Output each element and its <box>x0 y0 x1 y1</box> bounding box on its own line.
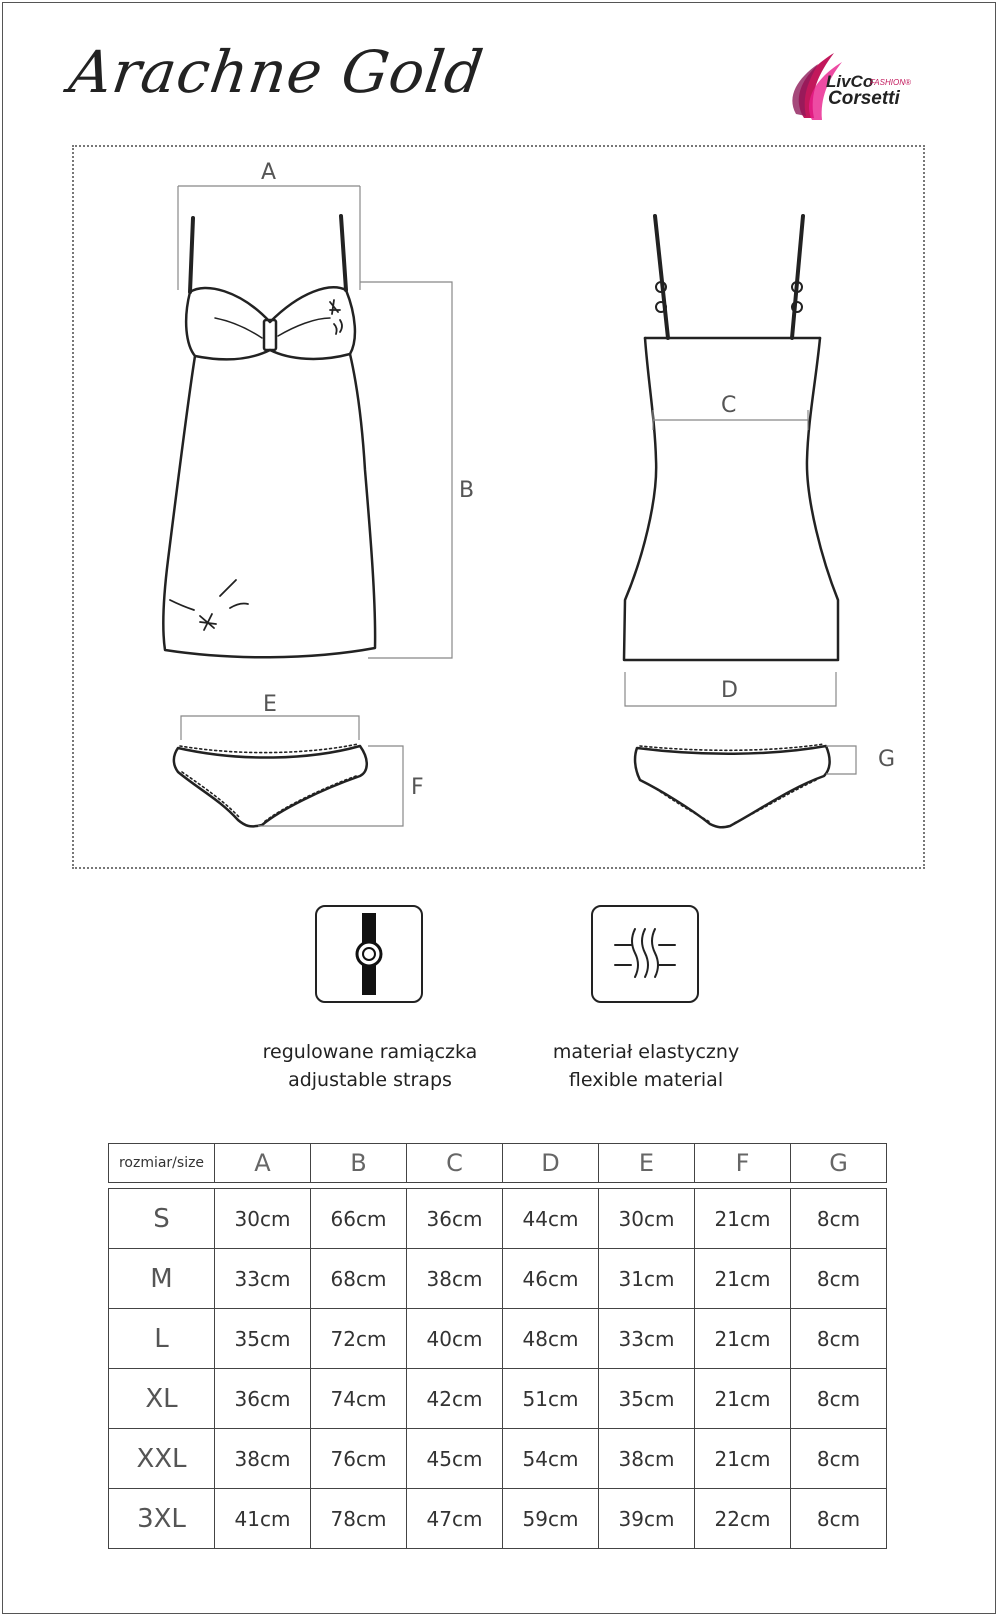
measurement-cell: 38cm <box>215 1429 311 1489</box>
header-cell-g: G <box>791 1144 887 1183</box>
size-cell: XXL <box>109 1429 215 1489</box>
header-cell-d: D <box>503 1144 599 1183</box>
measurement-cell: 59cm <box>503 1489 599 1549</box>
measurement-cell: 72cm <box>311 1309 407 1369</box>
measurement-cell: 41cm <box>215 1489 311 1549</box>
thong-front-drawing <box>174 744 367 826</box>
feature-material-pl: materiał elastyczny <box>552 1041 740 1063</box>
measurement-cell: 78cm <box>311 1489 407 1549</box>
measurement-cell: 8cm <box>791 1309 887 1369</box>
measurement-cell: 8cm <box>791 1369 887 1429</box>
measurement-cell: 46cm <box>503 1249 599 1309</box>
header-cell-b: B <box>311 1144 407 1183</box>
measurement-cell: 48cm <box>503 1309 599 1369</box>
label-e: E <box>263 692 277 717</box>
header-cell-e: E <box>599 1144 695 1183</box>
size-table-header <box>108 1143 887 1183</box>
measurement-cell: 21cm <box>695 1429 791 1489</box>
feature-material-text <box>496 1038 796 1094</box>
measurement-cell: 44cm <box>503 1189 599 1249</box>
measurement-cell: 31cm <box>599 1249 695 1309</box>
measurement-cell: 47cm <box>407 1489 503 1549</box>
dimension-a <box>178 186 360 290</box>
stretch-waves-icon <box>591 905 699 1003</box>
table-row <box>109 1489 887 1549</box>
measurement-cell: 36cm <box>215 1369 311 1429</box>
measurement-cell: 8cm <box>791 1189 887 1249</box>
feature-straps-pl: regulowane ramiączka <box>262 1041 478 1063</box>
feature-straps-en: adjustable straps <box>288 1069 452 1091</box>
header-cell-a: A <box>215 1144 311 1183</box>
label-d: D <box>721 678 738 703</box>
brand-fashion: FASHION® <box>870 78 911 87</box>
table-row <box>109 1429 887 1489</box>
measurement-cell: 36cm <box>407 1189 503 1249</box>
measurement-cell: 54cm <box>503 1429 599 1489</box>
brand-name-line2: Corsetti <box>828 88 900 109</box>
header-row <box>109 1144 887 1183</box>
label-g: G <box>878 747 896 772</box>
measurement-cell: 45cm <box>407 1429 503 1489</box>
table-row <box>109 1189 887 1249</box>
measurement-cell: 8cm <box>791 1489 887 1549</box>
label-f: F <box>411 775 424 800</box>
measurement-cell: 22cm <box>695 1489 791 1549</box>
measurement-cell: 33cm <box>599 1309 695 1369</box>
measurement-cell: 30cm <box>215 1189 311 1249</box>
dimension-e <box>181 716 359 740</box>
measurement-cell: 66cm <box>311 1189 407 1249</box>
size-table-body <box>108 1188 887 1549</box>
header-cell-f: F <box>695 1144 791 1183</box>
chemise-front-drawing <box>163 216 375 657</box>
size-cell: XL <box>109 1369 215 1429</box>
label-c: C <box>721 393 737 418</box>
measurement-cell: 38cm <box>407 1249 503 1309</box>
table-row <box>109 1369 887 1429</box>
strap-ring-icon <box>315 905 423 1003</box>
measurement-cell: 42cm <box>407 1369 503 1429</box>
header-cell-c: C <box>407 1144 503 1183</box>
measurement-cell: 68cm <box>311 1249 407 1309</box>
table-row <box>109 1249 887 1309</box>
measurement-cell: 8cm <box>791 1249 887 1309</box>
measurement-cell: 33cm <box>215 1249 311 1309</box>
measurement-cell: 39cm <box>599 1489 695 1549</box>
product-title: Arachne Gold <box>65 38 488 106</box>
measurement-cell: 76cm <box>311 1429 407 1489</box>
label-a: A <box>261 160 277 185</box>
measurement-cell: 21cm <box>695 1369 791 1429</box>
measurement-cell: 30cm <box>599 1189 695 1249</box>
measurement-cell: 51cm <box>503 1369 599 1429</box>
size-cell: S <box>109 1189 215 1249</box>
feature-material-en: flexible material <box>568 1069 724 1091</box>
table-row <box>109 1309 887 1369</box>
measurement-cell: 38cm <box>599 1429 695 1489</box>
measurement-cell: 40cm <box>407 1309 503 1369</box>
measurement-cell: 74cm <box>311 1369 407 1429</box>
size-cell: M <box>109 1249 215 1309</box>
measurement-cell: 21cm <box>695 1189 791 1249</box>
feature-straps-text <box>220 1038 520 1094</box>
header-cell-size: rozmiar/size <box>109 1144 215 1183</box>
measurement-cell: 21cm <box>695 1309 791 1369</box>
measurement-cell: 35cm <box>215 1309 311 1369</box>
thong-back-drawing <box>635 744 830 827</box>
label-b: B <box>459 478 475 503</box>
measurement-cell: 8cm <box>791 1429 887 1489</box>
size-cell: 3XL <box>109 1489 215 1549</box>
dimension-lines <box>178 186 856 826</box>
chemise-back-drawing <box>624 216 838 660</box>
size-cell: L <box>109 1309 215 1369</box>
measurement-cell: 21cm <box>695 1249 791 1309</box>
brand-name-line1: LivCo <box>826 72 874 91</box>
measurement-cell: 35cm <box>599 1369 695 1429</box>
